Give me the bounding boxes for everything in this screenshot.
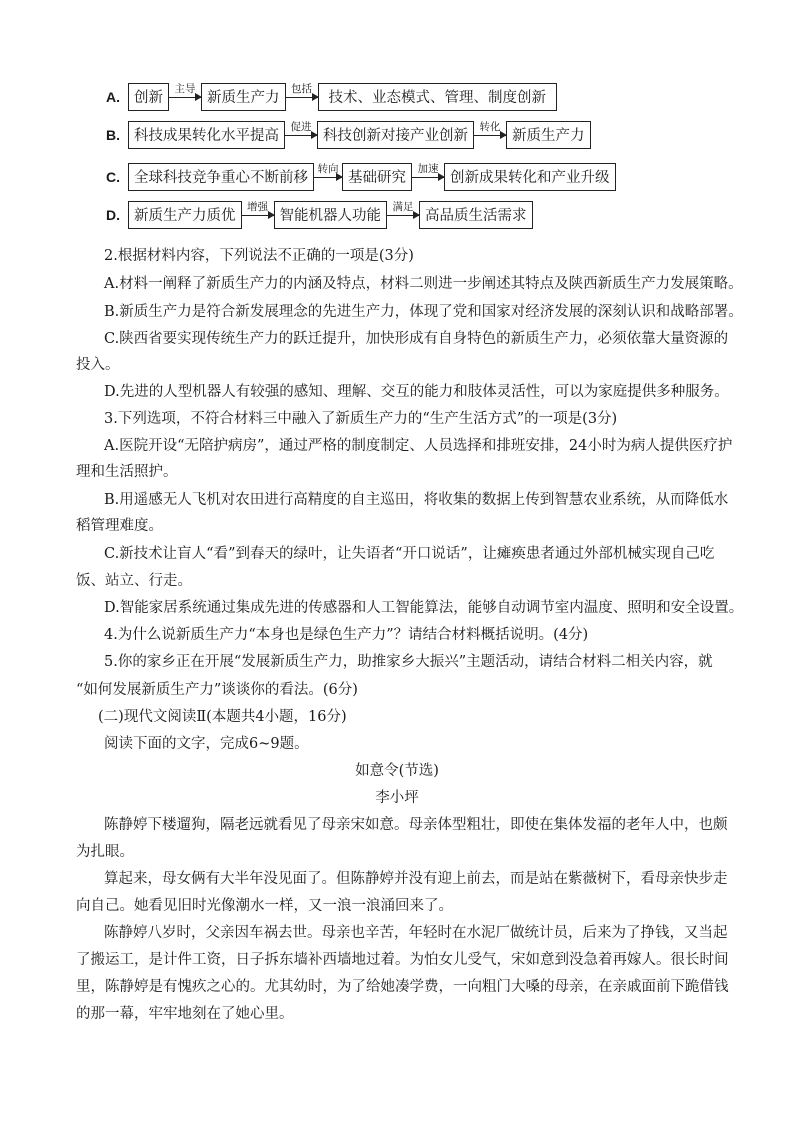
choice-line: C.陕西省要实现传统生产力的跃迁提升，加快形成有自身特色的新质生产力，必须依靠大量资源的 (104, 331, 729, 347)
option-letter: B. (106, 127, 120, 143)
flow-box: 技术、业态模式、管理、制度创新 (318, 83, 558, 111)
flow-arrow (387, 201, 419, 229)
arrow-label: 主导 (174, 83, 196, 95)
arrow-label: 包括 (291, 83, 312, 95)
flow-box: 科技成果转化水平提高 (128, 121, 285, 149)
story-paragraph-line: 陈静婷八岁时，父亲因车祸去世。母亲也辛苦，年轻时在水泥厂做统计员，后来为了挣钱，又当起 (104, 925, 728, 941)
flow-box: 基础研究 (342, 163, 412, 191)
flow-arrow (314, 163, 342, 191)
flow-option-c (106, 160, 616, 194)
choice-line-continued: 理和生活照护。 (76, 464, 178, 480)
story-paragraph-line: 陈静婷下楼遛狗，隔老远就看见了母亲宋如意。母亲体型粗壮，即使在集体发福的老年人中，也颇 (104, 817, 728, 833)
arrow-icon (242, 215, 274, 216)
question-5: 5.你的家乡正在开展“发展新质生产力，助推家乡大振兴”主题活动，请结合材料二相关内容，就 (104, 654, 713, 670)
flow-box: 新质生产力 (506, 121, 591, 149)
story-paragraph-line: 里，陈静婷是有愧疚之心的。尤其幼时，为了给她凑学费，一向粗门大嗓的母亲，在亲戚面前下跪借钱 (76, 979, 729, 995)
choice-line: C.新技术让盲人“看”到春天的绿叶，让失语者“开口说话”，让瘫痪患者通过外部机械实现自己吃 (104, 546, 715, 562)
arrow-icon (314, 177, 342, 178)
flow-option-d (106, 198, 533, 232)
flow-box: 新质生产力 (201, 83, 286, 111)
choice-line: A.材料一阐释了新质生产力的内涵及特点，材料二则进一步阐述其特点及陕西新质生产力发展策略。 (104, 276, 743, 292)
section-heading: (二)现代文阅读Ⅱ(本题共4小题，16分) (98, 709, 347, 725)
story-paragraph-line: 为扎眼。 (76, 844, 134, 860)
choice-line: B.用遥感无人飞机对农田进行高精度的自主巡田，将收集的数据上传到智慧农业系统，从而降低水 (104, 492, 729, 508)
choice-line: B.新质生产力是符合新发展理念的先进生产力，体现了党和国家对经济发展的深刻认识和战略部署。 (104, 304, 743, 320)
flow-box: 科技创新对接产业创新 (317, 121, 474, 149)
arrow-label: 加速 (417, 163, 439, 175)
arrow-label: 促进 (290, 121, 312, 133)
option-letter: A. (106, 89, 120, 105)
flow-arrow (285, 121, 317, 149)
choice-line: D.先进的人型机器人有较强的感知、理解、交互的能力和肢体灵活性，可以为家庭提供多种服务。 (104, 384, 729, 400)
choice-line-continued: 稻管理难度。 (76, 518, 163, 534)
option-letter: D. (106, 207, 120, 223)
story-author: 李小坪 (375, 790, 419, 806)
question-2-stem: 2.根据材料内容，下列说法不正确的一项是(3分) (104, 248, 414, 264)
flow-option-a (106, 80, 557, 114)
story-paragraph-line: 向自己。她看见旧时光像潮水一样，又一浪一浪涌回来了。 (76, 898, 453, 914)
choice-line-continued: 投入。 (76, 357, 120, 373)
question-3-stem: 3.下列选项，不符合材料三中融入了新质生产力的“生产生活方式”的一项是(3分) (104, 411, 618, 427)
flow-arrow (412, 163, 444, 191)
story-paragraph-line: 的那一幕，牢牢地刻在了她心里。 (76, 1006, 294, 1022)
arrow-label: 增强 (247, 201, 268, 213)
option-letter: C. (106, 169, 120, 185)
question-5-continued: “如何发展新质生产力”谈谈你的看法。(6分) (76, 682, 358, 698)
choice-line: D.智能家居系统通过集成先进的传感器和人工智能算法，能够自动调节室内温度、照明和安全设置。 (104, 600, 744, 616)
flow-arrow (242, 201, 274, 229)
flow-box: 全球科技竞争重心不断前移 (128, 163, 314, 191)
flow-box: 智能机器人功能 (274, 201, 388, 229)
flow-arrow (474, 121, 506, 149)
flow-box: 创新成果转化和产业升级 (444, 163, 616, 191)
reading-instruction: 阅读下面的文字，完成6~9题。 (104, 736, 309, 752)
arrow-icon (412, 177, 444, 178)
flow-box: 新质生产力质优 (128, 201, 242, 229)
flow-arrow (169, 83, 201, 111)
choice-line-continued: 饭、站立、行走。 (76, 573, 192, 589)
flow-box: 创新 (128, 83, 169, 111)
story-paragraph-line: 算起来，母女俩有大半年没见面了。但陈静婷并没有迎上前去，而是站在紫薇树下，看母亲快步走 (104, 871, 728, 887)
arrow-label: 转向 (317, 163, 339, 175)
arrow-icon (286, 97, 318, 98)
arrow-label: 转化 (479, 121, 501, 133)
arrow-label: 满足 (392, 201, 414, 213)
story-paragraph-line: 了搬运工，是计件工资，日子拆东墙补西墙地过着。为怕女儿受气，宋如意到没急着再嫁人。很长时间 (76, 952, 729, 968)
question-4: 4.为什么说新质生产力“本身也是绿色生产力”？请结合材料概括说明。(4分) (104, 627, 589, 643)
choice-line: A.医院开设“无陪护病房”，通过严格的制度制定、人员选择和排班安排，24小时为病人提供医疗护 (104, 438, 733, 454)
arrow-icon (285, 135, 317, 136)
flow-option-b (106, 118, 591, 152)
flow-arrow (286, 83, 318, 111)
arrow-icon (474, 135, 506, 136)
story-title: 如意令(节选) (355, 763, 439, 779)
arrow-icon (387, 215, 419, 216)
flow-box: 高品质生活需求 (419, 201, 533, 229)
arrow-icon (169, 97, 201, 98)
